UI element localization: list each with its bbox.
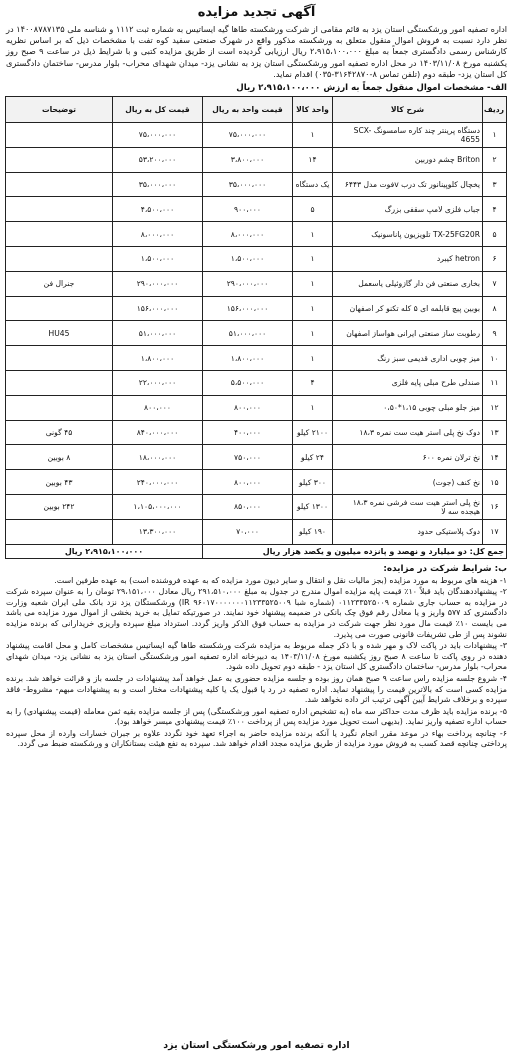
row-number: ۲ — [483, 147, 507, 172]
row-note — [6, 247, 113, 272]
row-number: ۹ — [483, 321, 507, 346]
table-row — [6, 346, 507, 371]
row-unit: ۱ — [293, 222, 333, 247]
row-description: میز جلو مبلی چوبی ۱،۱۵*۰،۵۰ — [333, 395, 483, 420]
table-title: الف- مشخصات اموال منقول جمعاً به ارزش ۲،۹۱۵،۱۰۰،۰۰۰ ریال — [236, 83, 507, 94]
row-unit: یک دستگاه — [293, 172, 333, 197]
row-description: نخ کنف (جوت) — [333, 470, 483, 495]
row-unit: ۱ — [293, 247, 333, 272]
row-note: جنرال فن — [6, 271, 113, 296]
total-label: جمع کل: دو میلیارد و نهصد و پانزده میلیون و یکصد هزار ریال — [203, 544, 507, 558]
row-description: بوبین پیچ قابلمه ای ۵ کله تکنو کر اصفهان — [333, 296, 483, 321]
row-unit-price: ۵،۵۰۰،۰۰۰ — [203, 370, 293, 395]
row-unit-price: ۲۹۰،۰۰۰،۰۰۰ — [203, 271, 293, 296]
notice-intro: اداره تصفیه امور ورشکستگی استان یزد به قائم مقامی از شرکت ورشکسته طاها گیه ایساتیس به شماره ثبت ۱۱۱۲ و شناسه ملی ۱۴۰۰۸۷۸۷۱۳۵ در نظر دارد نسبت به فروش اموال منقول متعلق به ورشکسته مذکور واقع در شهرک صنعتی سفید کوه تفت با مشخصات ذیل که بر اساس نظریه کارشناس رسمی دادگستری جمعاً به مبلغ ۲،۹۱۵،۱۰۰،۰۰۰ ریال ارزیابی گردیده است از طریق مزایده کتبی و با شرایط ذیل در ساعت ۹ صبح روز یکشنبه مورخ ۱۴۰۳/۱۱/۰۸ در محل اداره تصفیه امور ورشکستگی استان یزد به نشانی یزد- میدان شهدای محراب- بلوار مدرس- ساختمان دادگستری کل استان یزد- طبقه دوم (تلفن تماس ۸-۳۱۶۴۲۸۷۰-۰۳۵) اقدام نماید. — [6, 24, 508, 79]
issuer-footer: اداره تصفیه امور ورشکستگی استان یزد — [163, 1040, 350, 1051]
row-number: ۱۱ — [483, 370, 507, 395]
row-number: ۱۶ — [483, 494, 507, 519]
condition-item: ۴- شروع جلسه مزایده راس ساعت ۹ صبح همان روز بوده و جلسه مزایده حضوری به عمل خواهد آمد پیشنهادات در جلسه باز و قرائت خواهد شد. برنده مزایده کسی است که بالاترین قیمت را پیشنهاد نماید. اداره تصفیه در رد یا قبول یک یا کلیه پیشنهادات مختار است و به پیشنهادات مبهم- مشروط- فاقد سپرده و برخلاف شرایط آیین آگهی ترتیب اثر داده نخواهد شد. — [6, 673, 507, 705]
row-unit: ۲۴ کیلو — [293, 445, 333, 470]
table-row — [6, 172, 507, 197]
row-unit: ۳۰۰ کیلو — [293, 470, 333, 495]
row-unit-price: ۷۵۰،۰۰۰ — [203, 445, 293, 470]
table-row — [6, 321, 507, 346]
table-row — [6, 247, 507, 272]
row-number: ۴ — [483, 197, 507, 222]
notice-title: آگهی تجدید مزایده — [197, 5, 316, 20]
total-row — [6, 544, 507, 558]
row-unit-price: ۷۵،۰۰۰،۰۰۰ — [203, 123, 293, 148]
row-unit-price: ۸۰۰،۰۰۰ — [203, 395, 293, 420]
row-total-price: ۸۴۰،۰۰۰،۰۰۰ — [113, 420, 203, 445]
table-row — [6, 519, 507, 544]
row-unit: ۱۳۰۰ کیلو — [293, 494, 333, 519]
row-unit-price: ۱،۸۰۰،۰۰۰ — [203, 346, 293, 371]
table-row — [6, 470, 507, 495]
row-total-price: ۴،۵۰۰،۰۰۰ — [113, 197, 203, 222]
row-description: Briton چشم دوربین — [333, 147, 483, 172]
row-note — [6, 222, 113, 247]
table-row — [6, 197, 507, 222]
row-note — [6, 123, 113, 148]
condition-item: ۵- برنده مزایده باید ظرف مدت حداکثر سه ماه (به تشخیص اداره تصفیه امور ورشکستگی) پس از جلسه مزایده بقیه ثمن معامله (قیمت پیشنهادی) را به حساب اداره تصفیه واریز نماید. (بدیهی است تحویل مورد مزایده پس از پرداخت ۱۰۰٪ قیمت پیشنهادی میسر خواهد بود). — [6, 706, 507, 727]
conditions-list — [6, 576, 507, 751]
row-total-price: ۷۵،۰۰۰،۰۰۰ — [113, 123, 203, 148]
row-total-price: ۱۸،۰۰۰،۰۰۰ — [113, 445, 203, 470]
row-description: یخچال کلوپینانور تک درب vفوت مدل ۶۴۴۳ — [333, 172, 483, 197]
row-unit-price: ۴۰۰،۰۰۰ — [203, 420, 293, 445]
row-total-price: ۵۱،۰۰۰،۰۰۰ — [113, 321, 203, 346]
row-unit-price: ۸۵۰،۰۰۰ — [203, 494, 293, 519]
row-total-price: ۱۵۶،۰۰۰،۰۰۰ — [113, 296, 203, 321]
row-unit: ۱ — [293, 123, 333, 148]
row-number: ۵ — [483, 222, 507, 247]
row-total-price: ۱،۸۰۰،۰۰۰ — [113, 346, 203, 371]
row-unit-price: ۳،۸۰۰،۰۰۰ — [203, 147, 293, 172]
row-total-price: ۲۹۰،۰۰۰،۰۰۰ — [113, 271, 203, 296]
conditions-title: ب: شرایط شرکت در مزایده: — [383, 563, 507, 574]
table-row — [6, 147, 507, 172]
row-unit: ۱ — [293, 296, 333, 321]
row-note — [6, 346, 113, 371]
row-note — [6, 296, 113, 321]
row-total-price: ۱۳،۳۰۰،۰۰۰ — [113, 519, 203, 544]
row-description: صندلی طرح مبلی پایه فلزی — [333, 370, 483, 395]
row-unit-price: ۱،۵۰۰،۰۰۰ — [203, 247, 293, 272]
items-table — [5, 96, 507, 559]
table-row — [6, 445, 507, 470]
row-description: TX-25FG20R تلویزیون پاناسونیک — [333, 222, 483, 247]
row-total-price: ۱،۱۰۵،۰۰۰،۰۰۰ — [113, 494, 203, 519]
row-note: HU45 — [6, 321, 113, 346]
row-number: ۱۲ — [483, 395, 507, 420]
table-row — [6, 222, 507, 247]
table-row — [6, 420, 507, 445]
row-number: ۱۰ — [483, 346, 507, 371]
header-row-number: ردیف — [483, 97, 507, 123]
condition-item: ۳- پیشنهادات باید در پاکت لاک و مهر شده و با ذکر جمله مربوط به مزایده شرکت ورشکسته طاها گیه ایساتیس مشخصات کامل و محل اقامت پیشنهاد دهنده در روی پاکت تا ساعت ۸ صبح روز یکشنبه مورخ ۱۴۰۳/۱۱/۰۸ به دبیرخانه اداره تصفیه امور ورشکستگی استان یزد به نشانی یزد- میدان شهدای محراب- بلوار مدرس- ساختمان دادگستری کل استان یزد - طبقه دوم تحویل داده شود. — [6, 641, 507, 672]
row-total-price: ۲۴۰،۰۰۰،۰۰۰ — [113, 470, 203, 495]
header-description: شرح کالا — [333, 97, 483, 123]
row-number: ۶ — [483, 247, 507, 272]
row-unit-price: ۸۰۰،۰۰۰ — [203, 470, 293, 495]
row-unit: ۱ — [293, 395, 333, 420]
row-unit-price: ۳۵،۰۰۰،۰۰۰ — [203, 172, 293, 197]
table-row — [6, 123, 507, 148]
row-unit: ۱۴ — [293, 147, 333, 172]
row-note: ۲۴۲ بوبین — [6, 494, 113, 519]
condition-item: ۱- هزینه های مربوط به مورد مزایده (بجز مالیات نقل و انتقال و سایر دیون مورد مزایده که به عهده فروشنده است) به عهده طرفین است. — [54, 575, 507, 585]
row-description: جباب فلزی لامپ سقفی بزرگ — [333, 197, 483, 222]
row-description: نخ پلی استر هیت ست فرشی نمره ۱۸،۳ هیجده سه لا — [333, 494, 483, 519]
row-total-price: ۳۵،۰۰۰،۰۰۰ — [113, 172, 203, 197]
table-row — [6, 296, 507, 321]
row-unit: ۱ — [293, 321, 333, 346]
table-row — [6, 370, 507, 395]
row-total-price: ۱،۵۰۰،۰۰۰ — [113, 247, 203, 272]
row-total-price: ۸۰۰،۰۰۰ — [113, 395, 203, 420]
row-note — [6, 147, 113, 172]
row-number: ۸ — [483, 296, 507, 321]
row-total-price: ۸،۰۰۰،۰۰۰ — [113, 222, 203, 247]
row-note — [6, 197, 113, 222]
header-total-price: قیمت کل به ریال — [113, 97, 203, 123]
row-unit: ۲۱۰۰ کیلو — [293, 420, 333, 445]
table-header-row — [6, 97, 507, 123]
header-unit-price: قیمت واحد به ریال — [203, 97, 293, 123]
row-unit-price: ۹۰۰،۰۰۰ — [203, 197, 293, 222]
row-description: نخ ترلان نمره ۶۰۰ — [333, 445, 483, 470]
row-description: بخاری صنعتی فن دار گازوئیلی یاسعمل — [333, 271, 483, 296]
table-row — [6, 494, 507, 519]
row-unit-price: ۱۵۶،۰۰۰،۰۰۰ — [203, 296, 293, 321]
row-description: دوک پلاستیکی حدود — [333, 519, 483, 544]
row-total-price: ۲۲،۰۰۰،۰۰۰ — [113, 370, 203, 395]
row-number: ۱۴ — [483, 445, 507, 470]
row-note: ۴۵ گونی — [6, 420, 113, 445]
row-description: دستگاه پرینتر چند کاره سامسونگ SCX-4655 — [333, 123, 483, 148]
header-unit: واحد کالا — [293, 97, 333, 123]
row-note: ۸ بوبین — [6, 445, 113, 470]
row-total-price: ۵۳،۲۰۰،۰۰۰ — [113, 147, 203, 172]
row-description: میز چوبی اداری قدیمی سبز رنگ — [333, 346, 483, 371]
table-row — [6, 271, 507, 296]
row-note: ۴۳ بوبین — [6, 470, 113, 495]
row-note — [6, 395, 113, 420]
row-unit-price: ۸،۰۰۰،۰۰۰ — [203, 222, 293, 247]
row-number: ۱۵ — [483, 470, 507, 495]
row-number: ۷ — [483, 271, 507, 296]
table-row — [6, 395, 507, 420]
row-unit-price: ۷۰،۰۰۰ — [203, 519, 293, 544]
header-notes: توضیحات — [6, 97, 113, 123]
row-description: hetron کیبرد — [333, 247, 483, 272]
row-unit: ۴ — [293, 370, 333, 395]
row-number: ۱۷ — [483, 519, 507, 544]
row-number: ۱ — [483, 123, 507, 148]
condition-item: ۶- چنانچه پرداخت بهاء در موعد مقرر انجام نگیرد یا آنکه برنده مزایده حاضر به اجراء تعهد خود نگردد علاوه بر جبران خسارات وارده از محل سپرده پرداختی چنانچه قصد کسب به فروش مورد مزایده از طریق مزایده مجدد اقدام خواهد شد. سپرده به نفع هیئت بستانکاران و ورشکسته ضبط می گردد. — [6, 728, 507, 749]
total-value: ۲،۹۱۵،۱۰۰،۰۰۰ ریال — [6, 544, 203, 558]
row-unit: ۵ — [293, 197, 333, 222]
row-description: رطوبت ساز صنعتی ایرانی هواساز اصفهان — [333, 321, 483, 346]
row-note — [6, 370, 113, 395]
row-number: ۳ — [483, 172, 507, 197]
row-unit-price: ۵۱،۰۰۰،۰۰۰ — [203, 321, 293, 346]
row-unit: ۱۹۰ کیلو — [293, 519, 333, 544]
row-description: دوک نخ پلی استر هیت ست نمره ۱۸،۳ — [333, 420, 483, 445]
row-unit: ۱ — [293, 346, 333, 371]
condition-item: ۲- پیشنهاددهندگان باید قبلاً ۱۰٪ قیمت پایه مزایده اموال مندرج در جدول به مبلغ ۲۹۱،۵۱۰،۰۰۰ ریال معادل ۲۹،۱۵۱،۰۰۰ تومان را به عنوان سپرده شرکت در مزایده به حساب جاری شماره ۰۱۱۲۳۳۵۲۵۰۰۹ (شماره شبا IR ۹۶۰۱۷۰۰۰۰۰۰۰۱۱۲۳۳۵۲۵۰۰۹) ورشکستگان یزد نزد بانک ملی ایران شعبه وزارت دادگستری کد ۵۷۷ واریز و یا معادل رقم فوق چک بانکی در ضمیمه پیشنهاد خود نمایند. در صورتیکه تمایل به خرید بخشی از اموال مورد مزایده می باشد می بایست ۱۰٪ قیمت مال مورد نظر جهت شرکت در مزایده به حساب فوق الذکر واریز گردد. استرداد مبلغ سپرده واریزی خریدارانی که برنده مزایده نشوند پس از طی تشریفات قانونی صورت می پذیرد. — [6, 587, 507, 639]
row-number: ۱۳ — [483, 420, 507, 445]
row-unit: ۱ — [293, 271, 333, 296]
row-note — [6, 172, 113, 197]
row-note — [6, 519, 113, 544]
